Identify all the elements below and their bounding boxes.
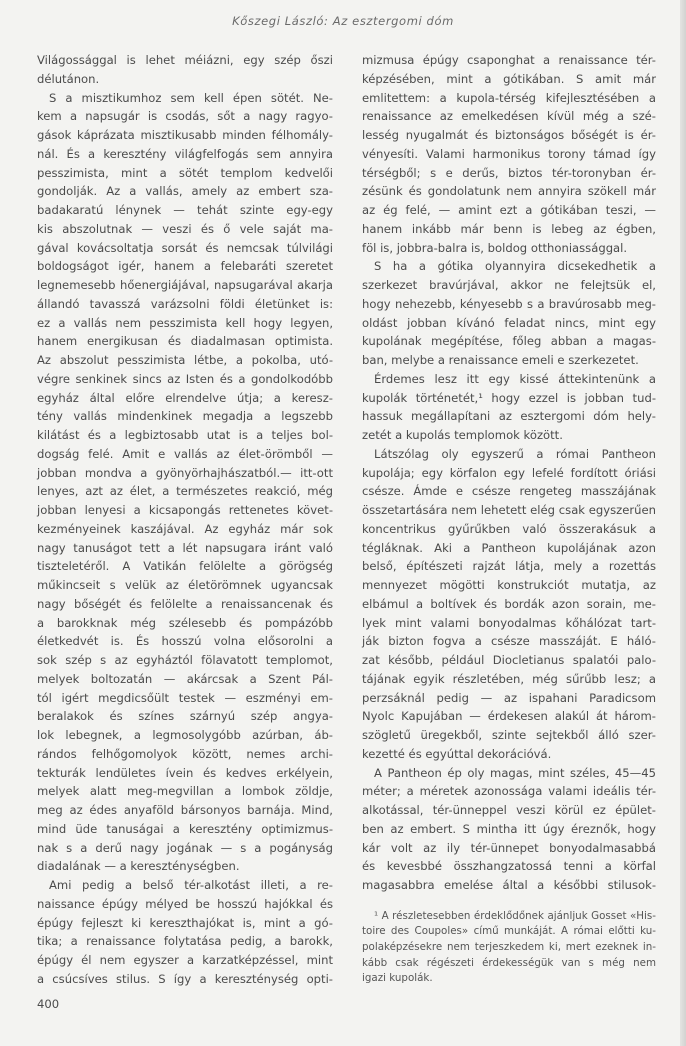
text-line: Ami pedig a belső tér-alkotást illeti, a re- (49, 878, 333, 892)
text-line: az ég felé, — amint ezt a gótikában teszi, — (362, 203, 656, 217)
text-line: Látszólag oly egyszerű a római Pantheon (374, 446, 656, 461)
page-edge-shadow (680, 0, 686, 1046)
text-line: nál. És a keresztény világfelfogás sem annyira (37, 146, 333, 161)
text-line: koncentrikus gyűrűkben való összerakásuk a (362, 521, 656, 536)
right-column-body (362, 51, 656, 895)
text-line: és kevesbbé összhangzatossá tenni a körfal (362, 859, 656, 874)
text-line: lesség nyugalmát és biztonságos bőségét is ér- (362, 128, 656, 142)
text-line: hanem energikusan és diadalmasan optimista. (37, 334, 333, 349)
text-line: kupolának megépítése, főleg abban a magas- (362, 334, 656, 349)
text-line: kezetté és egyúttal dekorációvá. (362, 746, 552, 761)
text-line: belső, építészeti rajzát látja, mely a rozettás (362, 559, 656, 574)
text-line: hanem inkább már benn is lebeg az égben, (362, 221, 656, 236)
text-line: a barokknak még szélesebb és pompázóbb (37, 615, 333, 630)
text-line: ben az embert. S mintha itt úgy éreznők, hogy (362, 821, 656, 836)
text-line: nagy bőségét és felölelte a renaissancenak és (37, 596, 333, 611)
text-line: jobban lenyesi a kicsapongás rettenetes követ- (37, 503, 333, 517)
text-line: meg az édes anyaföld bársonyos barnája. Mind, (37, 803, 333, 817)
text-line: hogy nehezebb, kényesebb s a bravúrosabb meg- (362, 296, 656, 311)
footnote-line: toire des Coupoles» című munkáját. A római előtti ku- (362, 925, 656, 938)
text-line: nagy tanuságot tett a lét napsugara iránt való (37, 540, 333, 555)
text-line: perzsáknál pedig — az ispahani Paradicsom (362, 690, 656, 705)
text-line: kis abszolutnak — veszi és ő vele saját ma- (37, 221, 333, 236)
text-line: ez a vallás nem pesszimista kell hogy legyen, (37, 315, 333, 330)
text-line: lenyes, azt az élet, a természetes reakció, még (37, 484, 333, 499)
footnote-line: polaképzésekre nem terjeszkedem ki, mert ezeknek in- (362, 940, 656, 953)
text-line: ják bizton fogva a csésze masszáját. E háló- (362, 634, 656, 649)
text-line: Az abszolut pesszimista létbe, a pokolba, utó- (37, 353, 333, 367)
text-line: tiszteletéről. A Vatikán felölelte a görögség (37, 559, 333, 574)
text-line: méter; a méretek azonossága valami ideális tér- (362, 784, 656, 799)
text-line: beralakok és színes szárnyú szép angya- (37, 709, 333, 724)
text-line: szögletű üregekből, szinte sejtekből álló szer- (362, 728, 656, 742)
text-line: sok szép s az egyháztól fölavatott templomot, (37, 653, 333, 667)
text-line: gával kovácsoltatja sorsát és nemcsak túlvilági (37, 240, 333, 255)
text-line: oldást jobban kívánó feladat nincs, mint egy (362, 315, 656, 330)
text-line: tégláknak. Aki a Pantheon kupolájának azon (362, 540, 656, 555)
text-line: tekturák lendületes ívein és kedves erkélyein, (37, 765, 333, 780)
text-line: állandó tavasszá varázsolni földi életünket is: (37, 296, 333, 311)
text-line: ban, melybe a renaissance emeli e szerkezetet. (362, 353, 639, 367)
text-line: egyház által előre elrendelve útja; a keresz- (37, 390, 333, 405)
text-line: S ha a gótika olyannyira dicsekedhetik a (374, 259, 656, 274)
text-line: jobban mondva a gyönyörhajhászatból.— itt-ott (37, 465, 333, 480)
text-line: tól igért megdicsőült testek — eszményi em- (37, 690, 333, 705)
text-line: mind üde tanuságai a keresztény optimizmus- (37, 821, 333, 836)
text-line: dogság felé. Amit e vallás az élet-örömből — (37, 446, 333, 461)
text-line: térségből; s e derűs, biztos tér-toronyban ér- (362, 165, 656, 180)
text-line: a csúcsíves stilus. S így a kereszténység opti- (37, 971, 333, 986)
text-line: zat később, például Diocletianus spalatói palo- (362, 653, 656, 667)
text-line: tény vallás mindenkinek megadja a legszebb (37, 409, 333, 424)
text-line: életkedvét is. És hosszú volna elősorolni a (37, 634, 333, 649)
text-line: képzésében, mint a gótikában. S amit már (362, 71, 656, 86)
text-line: épúgy fejleszt ki kereszthajókat is, mint a gó- (37, 915, 333, 930)
text-line: zésünk és gondolatunk nem annyira szökell már (362, 184, 656, 199)
text-line: melyek alatt meg-megvillan a lombok zöldje, (37, 784, 333, 799)
text-line: mizmusa épúgy csaponghat a renaissance tér- (362, 53, 656, 67)
right-column (362, 51, 656, 987)
text-line: műkincseit s velük az életörömnek ugyancsak (37, 578, 333, 592)
text-line: hassuk megállapítani az esztergomi dóm hely- (362, 409, 656, 424)
footnote-line: ¹ A részletesebben érdeklődőnek ajánljuk Gosset «His- (374, 909, 656, 922)
text-line: Érdemes lesz itt egy kissé áttekintenünk a (374, 371, 656, 386)
text-line: alkotással, tér-ünneppel veszi körül ez épület- (362, 803, 656, 817)
footnote (362, 909, 656, 987)
text-line: nak s a derű nagy jogának — s a pogányság (37, 840, 333, 855)
text-line: badakaratú lénynek — tehát szinte egy-egy (37, 203, 333, 217)
text-line: épúgy él nem egyszer a karzatképzéssel, mint (37, 953, 333, 967)
text-line: zetét a kupolás templomok között. (362, 428, 563, 442)
text-line: tájának egyik részletében, még sűrűbb lesz; a (362, 671, 656, 686)
text-line: A Pantheon ép oly magas, mint széles, 45—45 (374, 765, 656, 780)
text-line: gások káprázata misztikusabb minden félhomály- (37, 128, 333, 142)
text-line: kár volt az ily tér-ünnepet bonyodalmasabbá (362, 840, 656, 855)
text-line: naissance épúgy mélyed be hosszú hajókkal és (37, 896, 333, 911)
page-number: 400 (37, 997, 60, 1011)
text-line: lyek mint valami bonyodalmas kőhálózat tart- (362, 615, 656, 630)
text-line: gondolják. Az a vallás, amely az embert sza- (37, 184, 333, 199)
text-line: összetartására nem lehetett elég csak egyszerűen (362, 503, 656, 517)
text-line: kilátást és a legbiztosabb utat is a teljes bol- (37, 428, 333, 442)
text-line: legnemesebb hőenergiájával, napsugarával akarja (37, 278, 333, 292)
text-line: magasabbra emelése által a későbbi stilusok- (362, 878, 656, 892)
text-line: mennyezet mögötti konstrukciót mutatja, az (362, 578, 656, 592)
text-line: kupolája; egy körfalon egy lefelé fordított óriási (362, 465, 656, 480)
text-line: renaissance az emelkedésen kívül még a szé- (362, 109, 656, 124)
text-line: boldogságot igér, hanem a felebaráti szeretet (37, 259, 333, 274)
left-column (37, 51, 333, 989)
text-line: Nyolc Kapujában — érdekesen alakúl át három- (362, 709, 656, 724)
text-line: föl is, jobbra-balra is, boldog otthoniassággal. (362, 240, 628, 255)
text-line: kupolák történetét,¹ hogy ezzel is jobban tud- (362, 390, 656, 405)
text-line: emlitettem: a kupola-térség kifejlesztésében a (362, 90, 656, 105)
text-line: csésze. Ámde e csésze rengeteg masszájának (362, 484, 656, 499)
text-line: S a misztikumhoz sem kell épen sötét. Ne- (49, 90, 333, 105)
text-line: tika; a renaissance folytatása pedig, a barokk, (37, 934, 333, 949)
text-line: vényesíti. Valami harmonikus torony támad így (362, 146, 656, 161)
footnote-separator (362, 895, 656, 909)
text-line: szerkezet bravúrjával, akkor ne felejtsük el, (362, 278, 656, 292)
footnote-line: igazi kupolák. (362, 972, 433, 985)
text-line: lok lebegnek, a legmosolygóbb azúrban, áb- (37, 728, 333, 742)
running-head: Kőszegi László: Az esztergomi dóm (232, 14, 454, 28)
text-line: rándos felhőgomolyok között, nemes archi- (37, 746, 333, 761)
footnote-line: kább csak régészeti érdekességük van s még nem (362, 956, 656, 969)
text-line: elbámul a boltívek és bordák azon sorain, me- (362, 596, 656, 611)
text-line: pesszimista, mint a sötét templom kedvelői (37, 165, 333, 180)
text-line: melyek boltozatán — akárcsak a Szent Pál- (37, 671, 333, 686)
text-line: kem a napsugár is csodás, sőt a nagy ragyo- (37, 109, 333, 124)
text-line: kezményeinek kaszájával. Az egyház már sok (37, 521, 333, 536)
text-line: Világossággal is lehet méiázni, egy szép őszi (37, 53, 333, 67)
text-line: diadalának — a kereszténységben. (37, 859, 240, 874)
text-line: délutánon. (37, 71, 100, 86)
text-line: végre senkinek sincs az Isten és a gondolkodóbb (37, 371, 333, 386)
